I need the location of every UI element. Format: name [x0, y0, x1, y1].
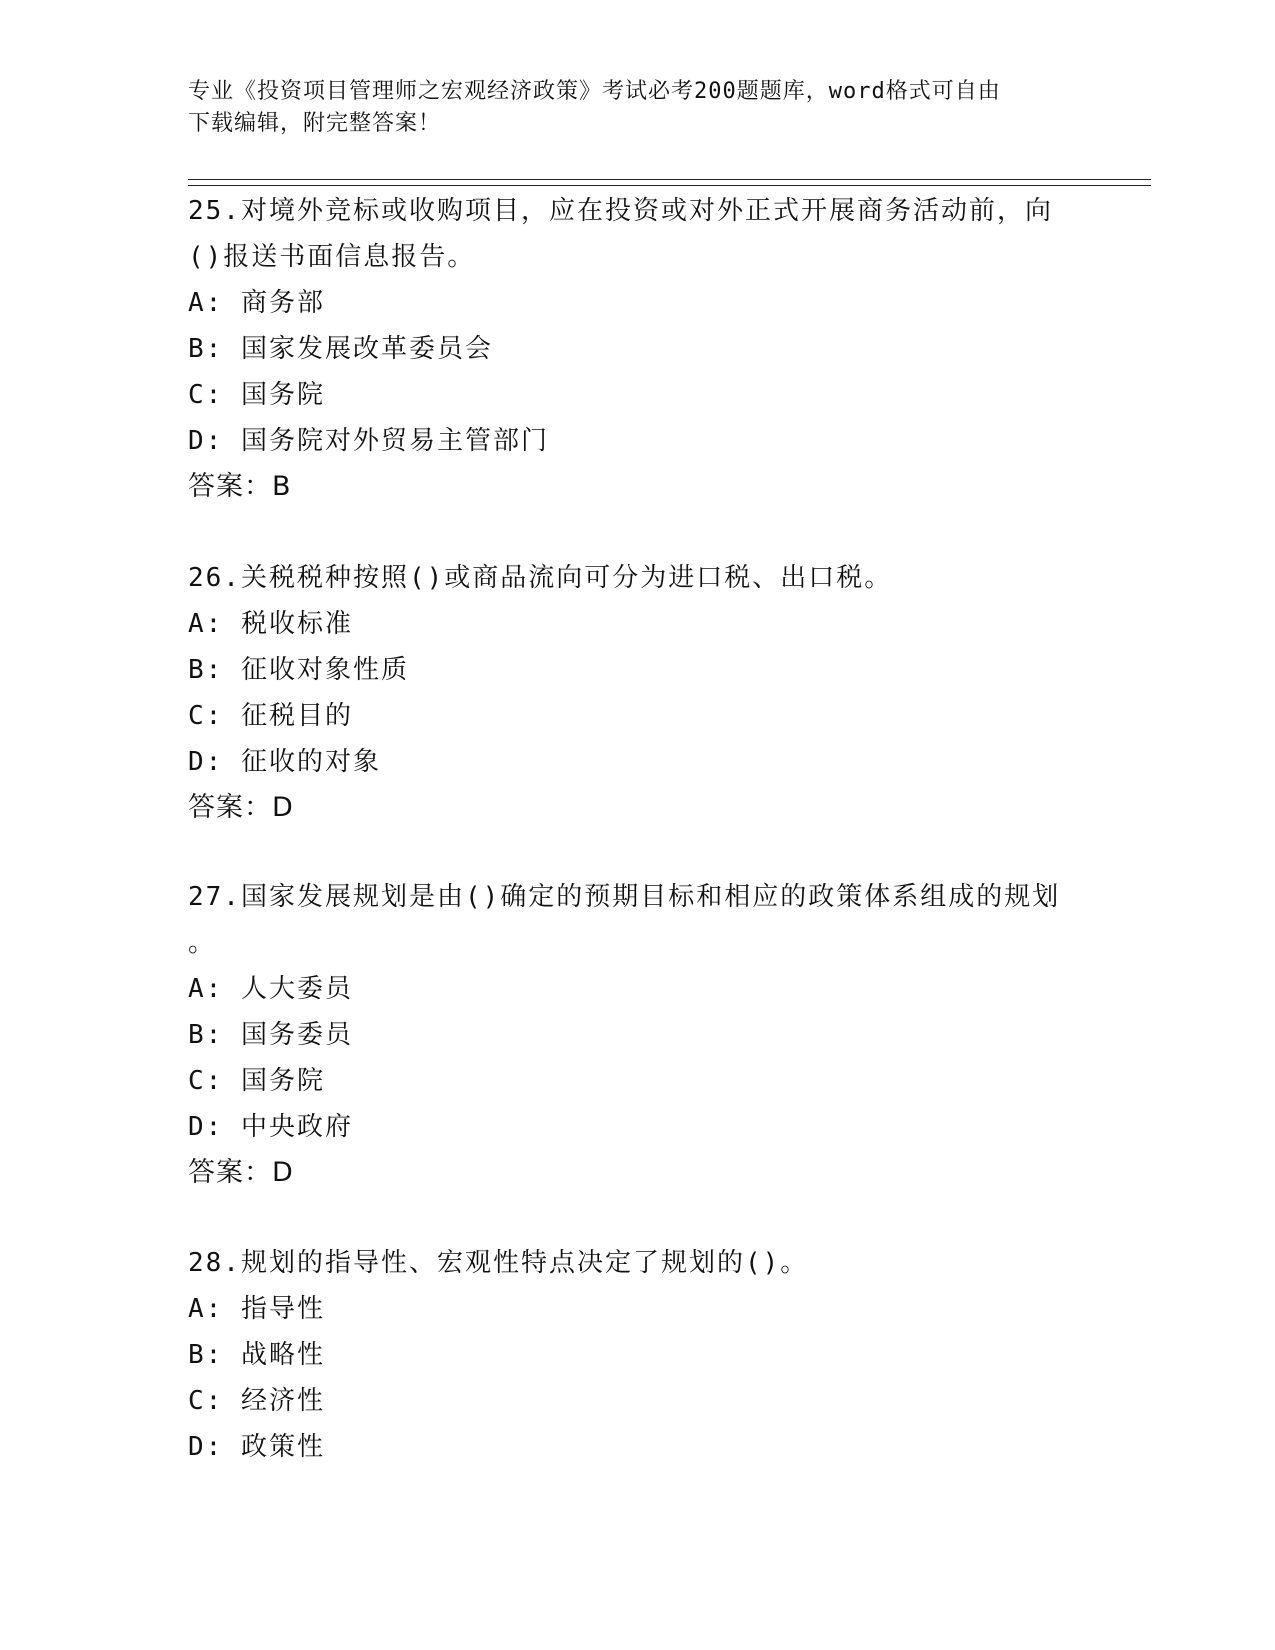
option-d: D: 中央政府 — [188, 1112, 353, 1142]
question-stem-line: 25.对境外竞标或收购项目，应在投资或对外正式开展商务活动前，向 — [188, 196, 1053, 226]
option-a: A: 人大委员 — [188, 974, 353, 1004]
option-b: B: 战略性 — [188, 1340, 325, 1370]
question-stem-line: 26.关税税种按照()或商品流向可分为进口税、出口税。 — [188, 563, 893, 593]
header-line-1: 专业《投资项目管理师之宏观经济政策》考试必考200题题库，word格式可自由 — [188, 79, 1001, 104]
option-c: C: 国务院 — [188, 1066, 325, 1096]
option-d: D: 政策性 — [188, 1432, 325, 1462]
option-c: C: 国务院 — [188, 380, 325, 410]
answer-line: 答案：D — [188, 1157, 294, 1188]
option-d: D: 国务院对外贸易主管部门 — [188, 426, 549, 456]
option-a: A: 指导性 — [188, 1294, 325, 1324]
option-b: B: 国务委员 — [188, 1020, 353, 1050]
option-a: A: 税收标准 — [188, 609, 353, 639]
option-c: C: 经济性 — [188, 1386, 325, 1416]
option-d: D: 征收的对象 — [188, 747, 381, 777]
answer-line: 答案：B — [188, 471, 292, 502]
question-stem-line: 。 — [188, 928, 217, 958]
question-stem-line: 28.规划的指导性、宏观性特点决定了规划的()。 — [188, 1248, 809, 1278]
question-28 — [188, 1240, 1088, 1470]
header-divider-bottom — [188, 185, 1151, 186]
option-c: C: 征税目的 — [188, 701, 353, 731]
question-25 — [188, 188, 1088, 510]
option-b: B: 征收对象性质 — [188, 655, 409, 685]
question-stem-line: 27.国家发展规划是由()确定的预期目标和相应的政策体系组成的规划 — [188, 882, 1061, 912]
option-a: A: 商务部 — [188, 288, 325, 318]
question-26 — [188, 555, 1088, 831]
document-header — [188, 76, 1088, 140]
header-line-2: 下载编辑，附完整答案！ — [188, 111, 442, 136]
question-27 — [188, 874, 1088, 1196]
answer-line: 答案：D — [188, 792, 294, 823]
header-divider-top — [188, 179, 1151, 180]
option-b: B: 国家发展改革委员会 — [188, 334, 493, 364]
question-stem-line: ()报送书面信息报告。 — [188, 242, 476, 272]
